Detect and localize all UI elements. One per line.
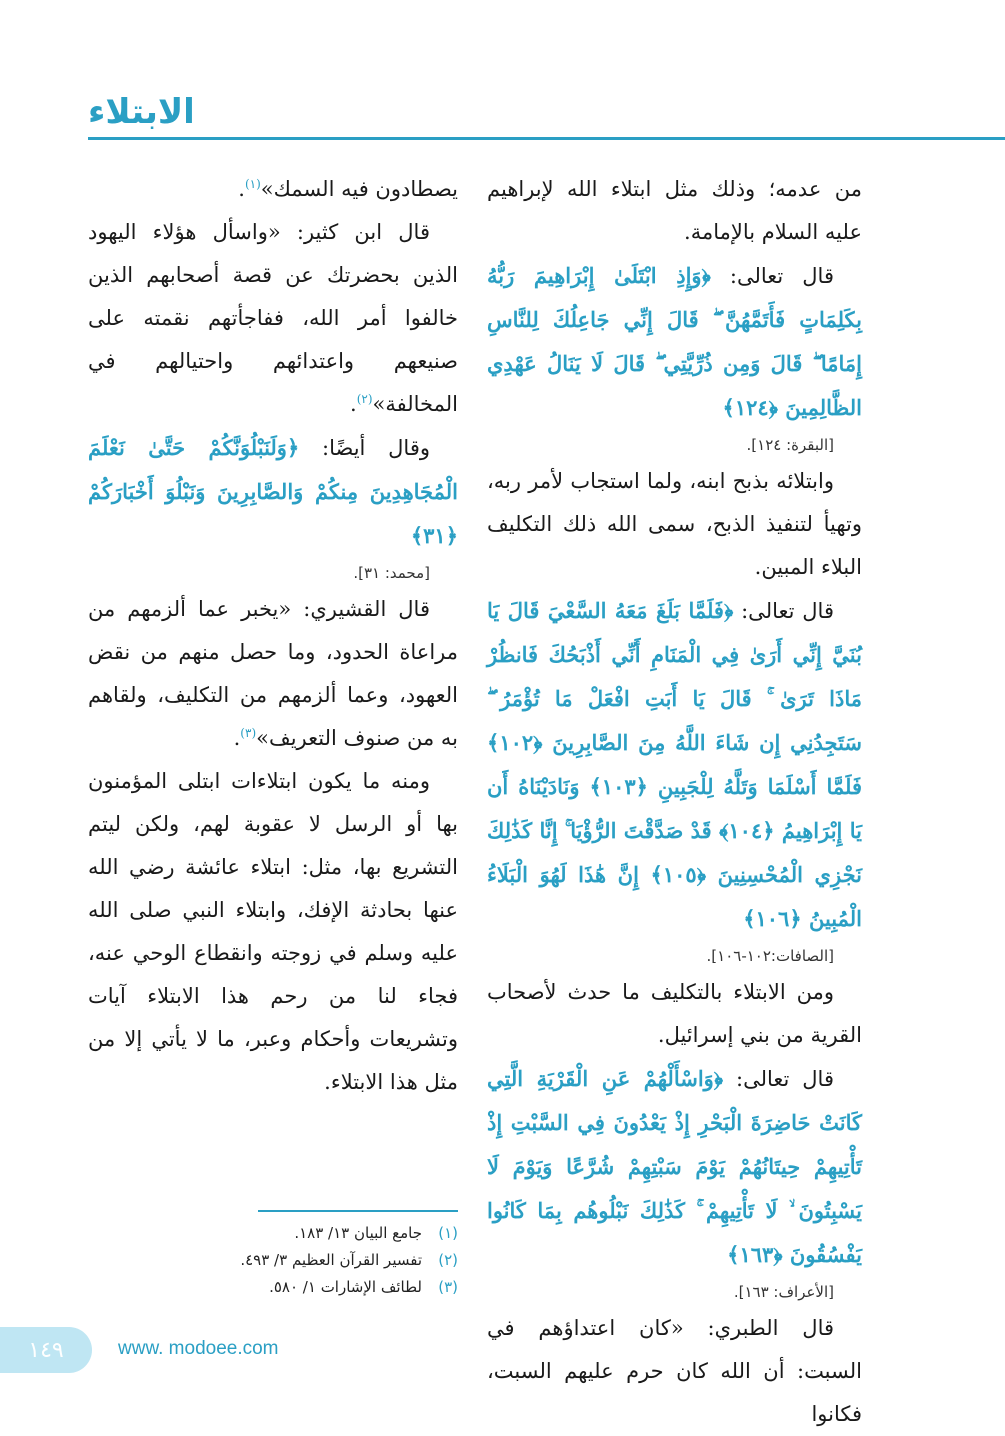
footnote: [88, 1274, 458, 1301]
paragraph: ومن الابتلاء بالتكليف ما حدث لأصحاب القرية من بني إسرائيل.: [487, 980, 862, 1047]
footnote: [88, 1247, 458, 1274]
verse-paragraph: [88, 426, 458, 588]
paragraph-text: قال القشيري: «يخبر عما ألزمهم من مراعاة الحدود، وما حصل منهم من نقض العهود، وعما ألزمهم من التكليف، ولقاهم به من صنوف التعريف»: [88, 597, 458, 750]
verse-paragraph: [487, 589, 862, 971]
verse-lead: وقال أيضًا:: [322, 436, 430, 460]
paragraph: قال القشيري: «يخبر عما ألزمهم من مراعاة الحدود، وما حصل منهم من نقض العهود، وعما ألزمهم من التكليف، ولقاهم به من صنوف التعريف»$^{(٣)}$.: [88, 597, 458, 750]
paragraph: قال ابن كثير: «واسأل هؤلاء اليهود الذين بحضرتك عن قصة أصحابهم الذين خالفوا أمر الله، ففاجأتهم نقمته على صنيعهم واعتدائهم واحتيالهم في المخالفة»$^{(٢)}$.: [88, 220, 458, 416]
verse-source: [الصافات:١٠٢-١٠٦].: [706, 947, 834, 965]
paragraph-text: يصطادون فيه السمك»: [260, 177, 458, 201]
verse-source: [الأعراف: ١٦٣].: [733, 1283, 834, 1301]
footnote-text: لطائف الإشارات ١/ ٥٨٠.: [269, 1278, 422, 1296]
page-title: الابتلاء: [88, 92, 195, 132]
website-link[interactable]: www. modoee.com: [118, 1338, 279, 1359]
footnote-ref[interactable]: (٣): [240, 726, 257, 740]
page-number: ١٤٩: [28, 1337, 64, 1363]
paragraph: من عدمه؛ وذلك مثل ابتلاء الله لإبراهيم عليه السلام بالإمامة.: [487, 177, 862, 244]
quran-verse: ﴿وَإِذِ ابْتَلَىٰ إِبْرَاهِيمَ رَبُّهُ بِكَلِمَاتٍ فَأَتَمَّهُنَّ ۖ قَالَ إِنِّي جَاعِلُكَ لِلنَّاسِ إِمَامًا ۖ قَالَ وَمِن ذُرِّيَّتِي ۖ قَالَ لَا يَنَالُ عَهْدِي الظَّالِمِينَ ﴿١٢٤﴾: [487, 263, 862, 420]
footnote-number: (٢): [438, 1251, 458, 1269]
verse-lead: قال تعالى:: [736, 1067, 834, 1091]
footnote-number: (١): [438, 1224, 458, 1242]
footnotes: [88, 1220, 458, 1301]
verse-paragraph: [487, 1057, 862, 1307]
verse-lead: قال تعالى:: [741, 599, 834, 623]
verse-lead: قال تعالى:: [729, 264, 834, 288]
header-divider: [88, 137, 1005, 140]
quran-verse: ﴿فَلَمَّا بَلَغَ مَعَهُ السَّعْيَ قَالَ يَا بُنَيَّ إِنِّي أَرَىٰ فِي الْمَنَامِ أَنِّي أَذْبَحُكَ فَانظُرْ مَاذَا تَرَىٰ ۚ قَالَ يَا أَبَتِ افْعَلْ مَا تُؤْمَرُ ۖ سَتَجِدُنِي إِن شَاءَ اللَّهُ مِنَ الصَّابِرِينَ ﴿١٠٢﴾ فَلَمَّا أَسْلَمَا وَتَلَّهُ لِلْجَبِينِ ﴿١٠٣﴾ وَنَادَيْنَاهُ أَن يَا إِبْرَاهِيمُ ﴿١٠٤﴾ قَدْ صَدَّقْتَ الرُّؤْيَا ۚ إِنَّا كَذَٰلِكَ نَجْزِي الْمُحْسِنِينَ ﴿١٠٥﴾ إِنَّ هَٰذَا لَهُوَ الْبَلَاءُ الْمُبِينُ ﴿١٠٦﴾: [487, 598, 862, 931]
quran-verse: ﴿وَلَنَبْلُوَنَّكُمْ حَتَّىٰ نَعْلَمَ الْمُجَاهِدِينَ مِنكُمْ وَالصَّابِرِينَ وَنَبْلُوَ أَخْبَارَكُمْ ﴿٣١﴾: [88, 435, 458, 548]
footnote-ref[interactable]: (١): [244, 177, 261, 191]
verse-source: [البقرة: ١٢٤].: [746, 436, 834, 454]
footnote-ref[interactable]: (٢): [356, 392, 373, 406]
footnote-text: تفسير القرآن العظيم ٣/ ٤٩٣.: [240, 1251, 422, 1269]
paragraph-text: قال ابن كثير: «واسأل هؤلاء اليهود الذين بحضرتك عن قصة أصحابهم الذين خالفوا أمر الله، ففاجأتهم نقمته على صنيعهم واعتدائهم واحتيالهم في المخالفة»: [88, 220, 458, 416]
footnote-separator: [258, 1210, 458, 1212]
paragraph: وابتلائه بذبح ابنه، ولما استجاب لأمر ربه، وتهيأ لتنفيذ الذبح، سمى الله ذلك التكليف البلاء المبين.: [487, 469, 862, 579]
paragraph: يصطادون فيه السمك»$^{(١)}$.: [238, 177, 458, 201]
paragraph: قال الطبري: «كان اعتداؤهم في السبت: أن الله كان حرم عليهم السبت، فكانوا: [487, 1316, 862, 1426]
right-column: [487, 168, 862, 1436]
verse-source: [محمد: ٣١].: [353, 564, 430, 582]
footnote-text: جامع البيان ١٣/ ١٨٣.: [294, 1224, 422, 1242]
footnote: [88, 1220, 458, 1247]
left-column: [88, 168, 458, 1104]
quran-verse: ﴿وَاسْأَلْهُمْ عَنِ الْقَرْيَةِ الَّتِي كَانَتْ حَاضِرَةَ الْبَحْرِ إِذْ يَعْدُونَ فِي السَّبْتِ إِذْ تَأْتِيهِمْ حِيتَانُهُمْ يَوْمَ سَبْتِهِمْ شُرَّعًا وَيَوْمَ لَا يَسْبِتُونَ ۙ لَا تَأْتِيهِمْ ۚ كَذَٰلِكَ نَبْلُوهُم بِمَا كَانُوا يَفْسُقُونَ ﴿١٦٣﴾: [487, 1066, 862, 1267]
verse-paragraph: [487, 254, 862, 460]
paragraph: ومنه ما يكون ابتلاءات ابتلى المؤمنون بها أو الرسل لا عقوبة لهم، ولكن ليتم التشريع بها، مثل: ابتلاء عائشة رضي الله عنها بحادثة الإفك، وابتلاء النبي صلى الله عليه وسلم في زوجته وانقطاع الوحي عنه، فجاء لنا من رحم هذا الابتلاء آيات وتشريعات وأحكام وعبر، ما لا يأتي إلا من مثل هذا الابتلاء.: [88, 769, 458, 1094]
footnote-number: (٣): [438, 1278, 458, 1296]
page-number-badge: [0, 1327, 92, 1373]
